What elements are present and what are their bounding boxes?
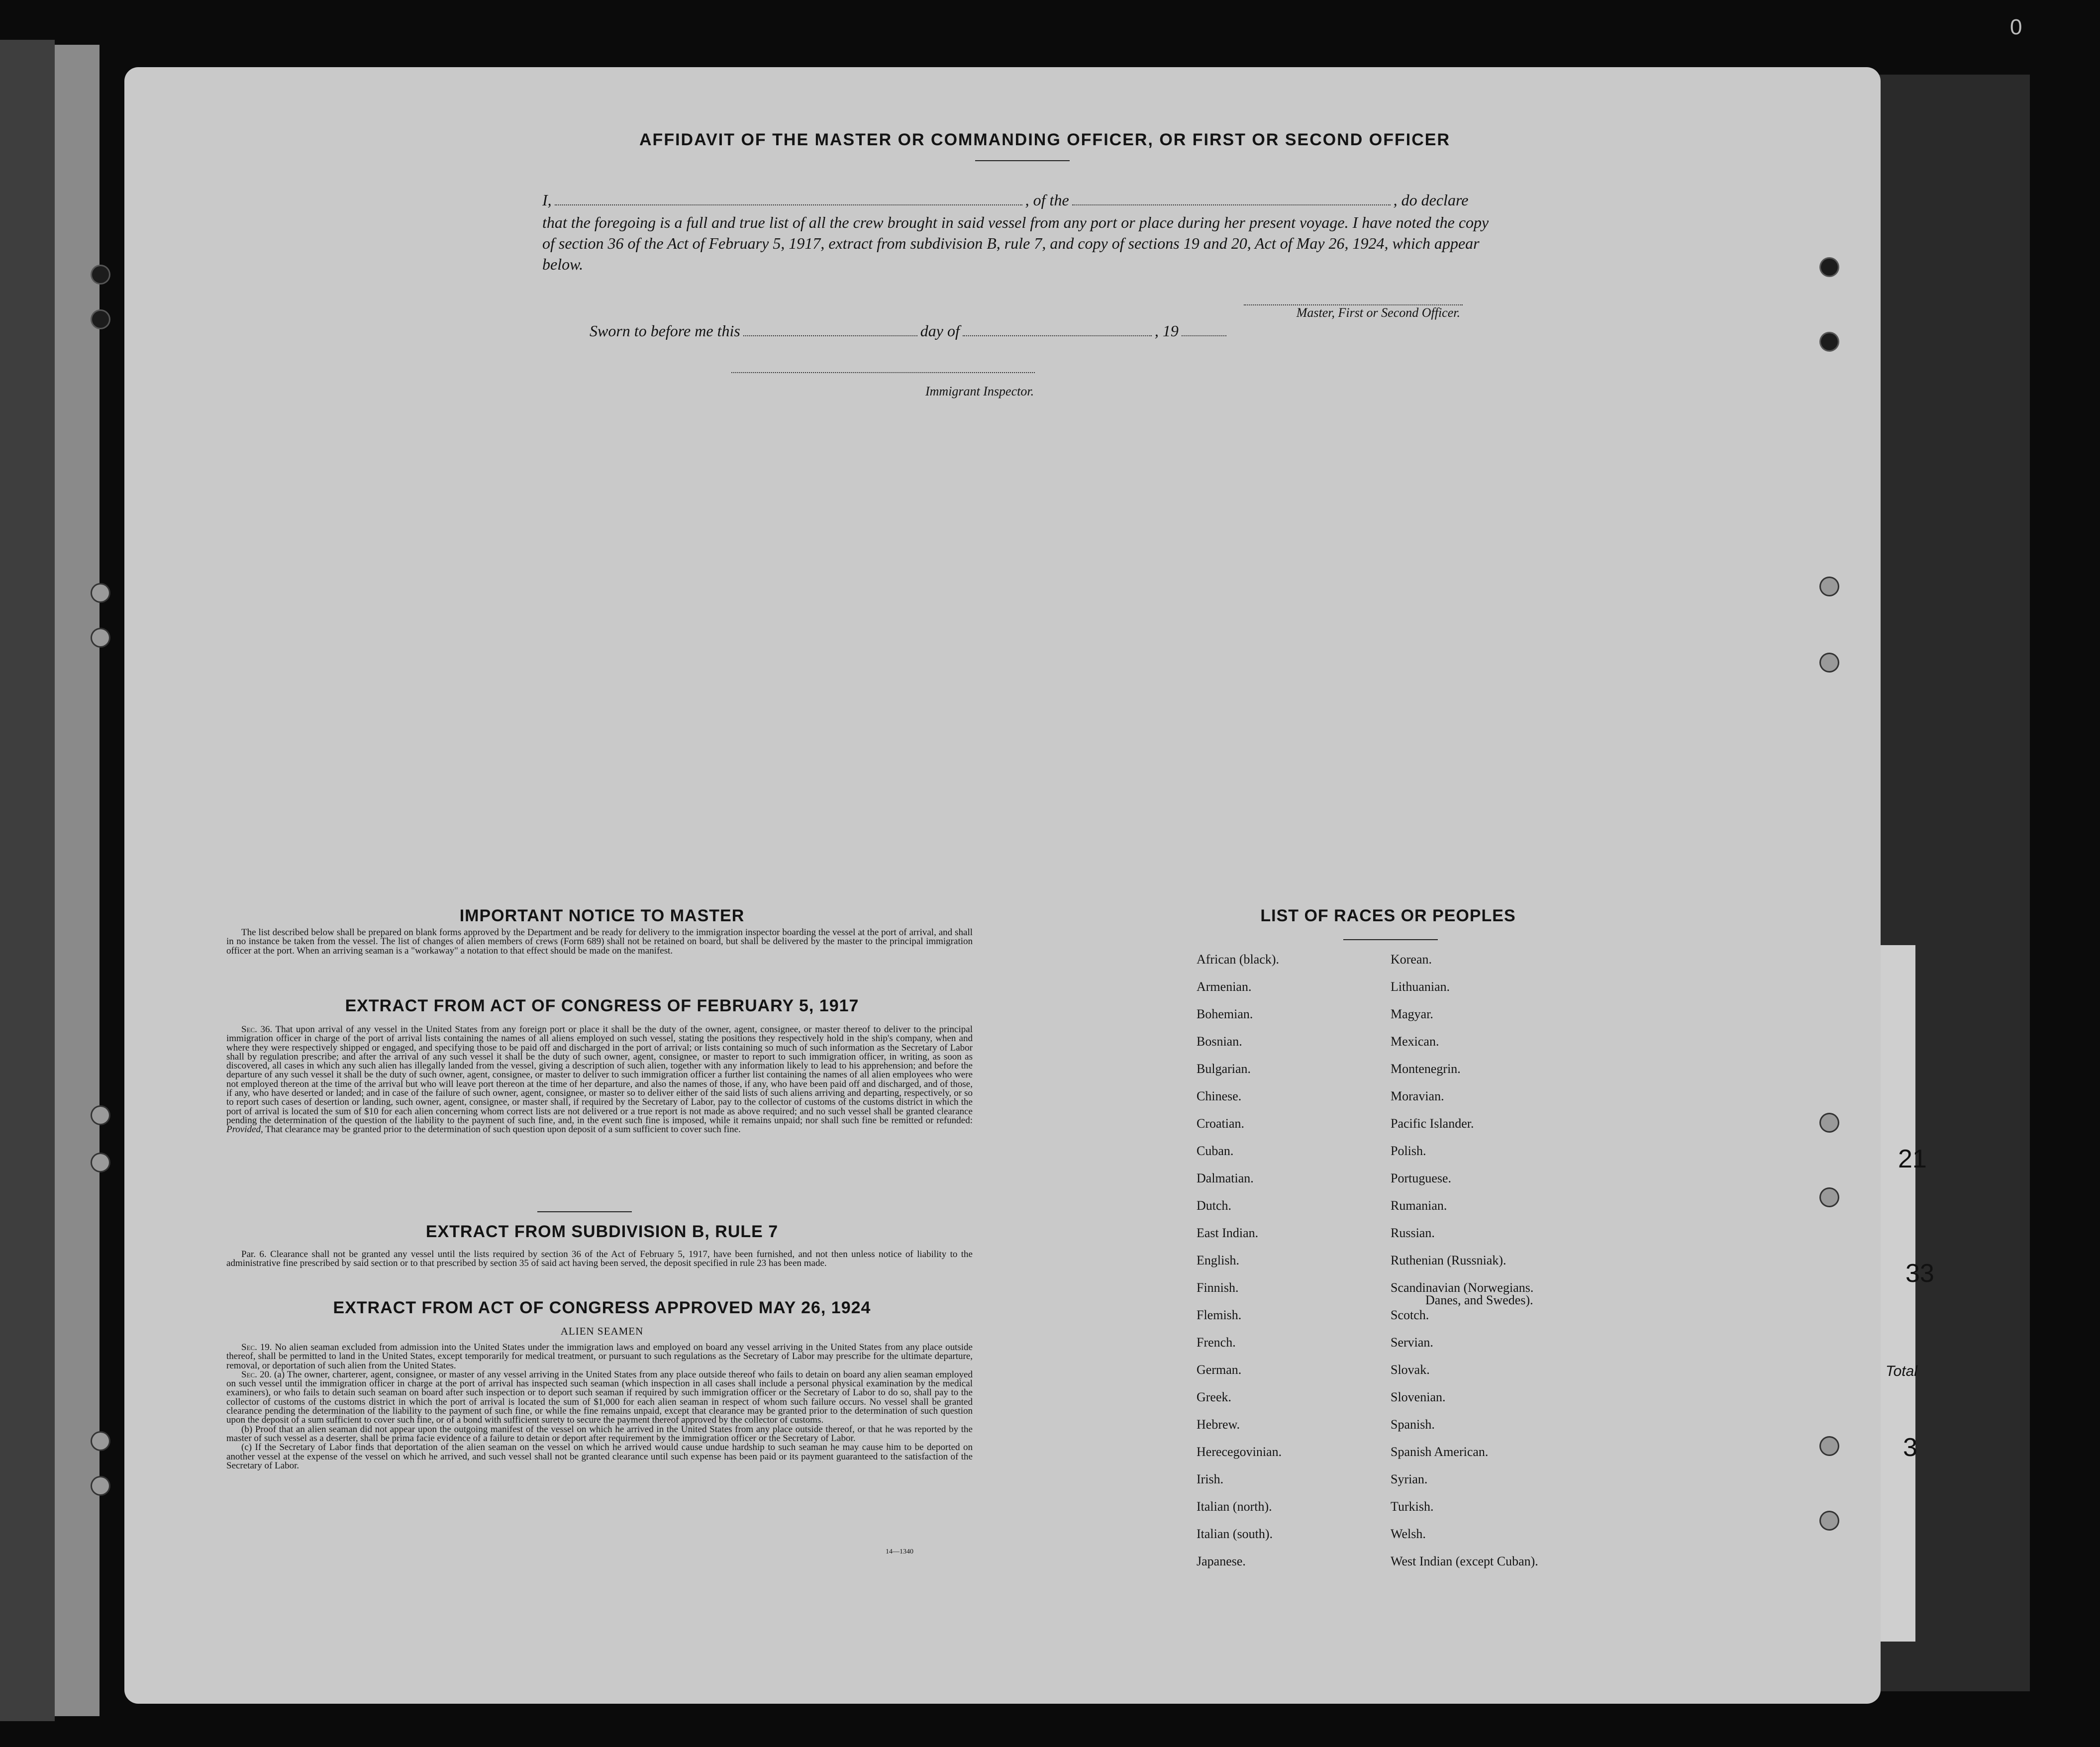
race-item: English. xyxy=(1197,1253,1239,1267)
sworn-label: Sworn to before me this xyxy=(590,322,740,340)
punch-hole xyxy=(1821,654,1838,671)
race-item: Welsh. xyxy=(1391,1527,1426,1541)
punch-hole xyxy=(92,1433,109,1450)
punch-hole xyxy=(92,1154,109,1171)
title-rule xyxy=(975,160,1070,161)
form-number: 14—1340 xyxy=(886,1548,913,1555)
sworn-line xyxy=(590,321,1585,341)
declarant-label: I, xyxy=(542,191,552,209)
notice-title: IMPORTANT NOTICE TO MASTER xyxy=(459,906,745,925)
race-item: Armenian. xyxy=(1197,979,1252,994)
race-item: Spanish American. xyxy=(1391,1445,1489,1459)
punch-hole xyxy=(1821,259,1838,276)
race-item: Servian. xyxy=(1391,1335,1433,1350)
race-item: Syrian. xyxy=(1391,1472,1428,1486)
punch-hole xyxy=(1821,1438,1838,1455)
race-item: Mexican. xyxy=(1391,1034,1439,1049)
race-item: Flemish. xyxy=(1197,1308,1242,1322)
punch-hole xyxy=(92,1107,109,1124)
margin-total: Total xyxy=(1886,1363,1917,1379)
race-item: French. xyxy=(1197,1335,1236,1350)
sec-20-label: Sec. 20. xyxy=(241,1369,272,1380)
sworn-year-field[interactable] xyxy=(1182,332,1226,336)
race-item: Ruthenian (Russniak). xyxy=(1391,1253,1506,1267)
punch-hole xyxy=(1821,333,1838,350)
section-rule xyxy=(537,1211,632,1212)
punch-hole xyxy=(1821,1512,1838,1529)
race-item: Lithuanian. xyxy=(1391,979,1450,994)
vessel-name-field[interactable] xyxy=(1072,201,1391,205)
vessel-label: , of the xyxy=(1025,191,1069,209)
year-label: , 19 xyxy=(1154,322,1179,340)
race-item: Danes, and Swedes). xyxy=(1425,1293,1533,1307)
race-item: Italian (north). xyxy=(1197,1499,1272,1514)
punch-hole xyxy=(92,266,109,283)
sec-20a-body: (a) The owner, charterer, agent, consignee, or master of any vessel arriving in the United States from any place outside thereof who fails to detain on board any alien seaman employed on such vessel until the immigration officer in charge at the port of arrival has inspected such seaman (which inspection in all cases shall include a personal physical examination by the medical examiners), or who fails to detain such seaman on board after such inspection or to deport such seaman if required by such immigration officer or the Secretary of Labor to do so, shall pay to the collector of customs of the customs district in which the port of arrival is located the sum of $1,000 for each alien seaman in respect of whom such failure occurs. No vessel shall be granted clearance pending the determination of the liability to the payment of such fine, or while the fine remains unpaid, except that clearance may be granted prior to the determination of such question upon the deposit of a sum sufficient to cover such fine, or of a bond with sufficient surety to secure the payment thereof approved by the collector of customs. xyxy=(226,1369,973,1426)
punch-hole xyxy=(1821,1114,1838,1131)
inspector-signature-field[interactable] xyxy=(731,372,1035,373)
day-of-label: day of xyxy=(920,322,960,340)
race-item: Chinese. xyxy=(1197,1089,1242,1103)
race-item: Dutch. xyxy=(1197,1198,1232,1213)
declarant-name-field[interactable] xyxy=(555,201,1022,205)
race-item: Bulgarian. xyxy=(1197,1062,1251,1076)
punch-hole xyxy=(92,311,109,328)
race-item: Montenegrin. xyxy=(1391,1062,1461,1076)
race-item: Scotch. xyxy=(1391,1308,1429,1322)
race-item: Greek. xyxy=(1197,1390,1232,1404)
sec-20b: (b) Proof that an alien seaman did not appear upon the outgoing manifest of the vessel on which he arrived in the United States from any place outside thereof, or that he was reported by the master of such vessel as a deserter, shall be prima facie evidence of a failure to detain or deport after requirement by the immigration officer or the Secretary of Labor. xyxy=(226,1424,973,1444)
race-item: Slovak. xyxy=(1391,1362,1430,1377)
races-rule xyxy=(1343,939,1438,940)
race-item: Russian. xyxy=(1391,1226,1435,1240)
race-item: Cuban. xyxy=(1197,1144,1234,1158)
race-item: Moravian. xyxy=(1391,1089,1444,1103)
alien-seamen-subtitle: ALIEN SEAMEN xyxy=(560,1325,644,1337)
sworn-day-field[interactable] xyxy=(743,332,917,336)
sec-19-body: No alien seaman excluded from admission into the United States under the immigration laws and employed on board any vessel arriving in the United States from any place outside thereof, shall be permitted to land in the United States, except temporarily for medical treatment, or pursuant to such regulations as the Secretary of Labor may prescribe for the ultimate departure, removal, or deportation of such alien from the United States. xyxy=(226,1342,973,1371)
rule-7-title: EXTRACT FROM SUBDIVISION B, RULE 7 xyxy=(425,1222,779,1241)
sec-36-body: That upon arrival of any vessel in the United States from any foreign port or place it shall be the duty of the owner, agent, consignee, or master thereof to deliver to the principal immigration officer in charge of the port of arrival lists containing the names of all aliens employed on such vessel, stating the positions they respectively hold in the ship's company, when and where they were respectively shipped or engaged, and specifying those to be paid off and discharged in the port of arrival; or lists containing so much of such information as the Secretary of Labor shall by regulation prescribe; and after the arrival of any such vessel it shall be the duty of such owner, agent, consignee, or master to report to such immigration officer, in writing, as soon as discovered, all cases in which any such alien has illegally landed from the vessel, giving a description of such alien, together with any information likely to lead to his apprehension; and before the departure of any such vessel it shall be the duty of such owner, agent, consignee, or master to deliver to such immigration officer a further list containing the names of all alien employees who were not employed thereon at the time of the arrival but who will leave port thereon at the time of her departure, and also the names of those, if any, who have been paid off and discharged, and of those, if any, who have deserted or landed; and in case of the failure of such owner, agent, consignee, or master so to deliver either of the said lists of such aliens arriving and departing, respectively, or so to report such cases of desertion or landing, such owner, agent, consignee, or master shall, if required by the Secretary of Labor, pay to the collector of customs of the customs district in which the port of arrival is located the sum of $10 for each alien concerning whom correct lists are not delivered or a true report is not made as above required; and no such vessel shall be granted clearance pending the determination of the question of the liability to the payment of such fine, and, in the event such fine is imposed, while it remains unpaid; nor shall such fine be remitted or refunded: xyxy=(226,1024,973,1126)
race-item: Italian (south). xyxy=(1197,1527,1273,1541)
race-item: Scandinavian (Norwegians. xyxy=(1391,1280,1534,1295)
extract-1917-text xyxy=(226,1025,973,1135)
affidavit-declaration-line xyxy=(542,190,1537,210)
race-item: Irish. xyxy=(1197,1472,1224,1486)
sec-20c: (c) If the Secretary of Labor finds that deportation of the alien seaman on the vessel on which he arrived would cause undue hardship to such seaman he may cause him to be deported on another vessel at the expense of the vessel on which he arrived, and such vessel shall not be granted clearance until such expense has been paid or its payment guaranteed to the satisfaction of the Secretary of Labor. xyxy=(226,1442,973,1471)
race-item: Finnish. xyxy=(1197,1280,1239,1295)
sec-36-label: Sec. 36. xyxy=(241,1024,273,1035)
race-item: Hebrew. xyxy=(1197,1417,1240,1432)
races-title: LIST OF RACES OR PEOPLES xyxy=(1260,906,1516,925)
affidavit-title: AFFIDAVIT OF THE MASTER OR COMMANDING OFFICER, OR FIRST OR SECOND OFFICER xyxy=(639,130,1450,149)
punch-hole xyxy=(92,1477,109,1494)
race-item: Slovenian. xyxy=(1391,1390,1446,1404)
race-item: Portuguese. xyxy=(1391,1171,1452,1185)
race-item: German. xyxy=(1197,1362,1242,1377)
race-item: Pacific Islander. xyxy=(1391,1116,1474,1131)
race-item: Magyar. xyxy=(1391,1007,1433,1021)
sworn-month-field[interactable] xyxy=(963,332,1152,336)
extract-1924-title: EXTRACT FROM ACT OF CONGRESS APPROVED MAY 26, 1924 xyxy=(333,1298,871,1317)
race-item: West Indian (except Cuban). xyxy=(1391,1554,1538,1568)
corner-mark: 0 xyxy=(2010,15,2022,39)
race-item: Turkish. xyxy=(1391,1499,1434,1514)
sec-19 xyxy=(226,1343,973,1370)
provided-label: Provided, xyxy=(226,1124,263,1135)
sec-19-label: Sec. 19. xyxy=(241,1342,272,1353)
race-item: African (black). xyxy=(1197,952,1280,967)
punch-hole xyxy=(1821,578,1838,595)
punch-hole xyxy=(92,584,109,601)
race-item: Bohemian. xyxy=(1197,1007,1253,1021)
binder-strip xyxy=(0,40,55,1721)
race-item: Spanish. xyxy=(1391,1417,1435,1432)
race-item: Croatian. xyxy=(1197,1116,1245,1131)
master-signature-label: Master, First or Second Officer. xyxy=(1296,305,1460,320)
race-item: Rumanian. xyxy=(1391,1198,1447,1213)
race-item: East Indian. xyxy=(1197,1226,1259,1240)
rule-7-text: Par. 6. Clearance shall not be granted any vessel until the lists required by section 36 of the Act of February 5, 1917, have been furnished, and not then unless notice of liability to the administrative fine prescribed by said section or to that prescribed by section 35 of said act having been served, the deposit specified in rule 23 has been made. xyxy=(226,1249,973,1269)
sec-20a xyxy=(226,1370,973,1425)
notice-text: The list described below shall be prepared on blank forms approved by the Department and be ready for delivery to the immigration inspector boarding the vessel at the port of arrival, and shall in no instance be taken from the vessel. The list of changes of alien members of crews (Form 689) shall not be retained on board, but shall be delivered by the master to the principal immigration officer at the port. When an arriving seaman is a "workaway" a notation to that effect should be made on the manifest. xyxy=(226,927,973,956)
margin-number-3: 3 xyxy=(1903,1433,1917,1462)
margin-number-21: 21 xyxy=(1898,1145,1927,1173)
race-item: Herecegovinian. xyxy=(1197,1445,1282,1459)
race-item: Polish. xyxy=(1391,1144,1426,1158)
punch-hole xyxy=(92,629,109,646)
margin-number-33: 33 xyxy=(1905,1259,1934,1288)
sec-36-end: That clearance may be granted prior to the determination of such question upon deposit of a sum sufficient to cover such fine. xyxy=(265,1124,741,1135)
race-item: Dalmatian. xyxy=(1197,1171,1254,1185)
race-item: Korean. xyxy=(1391,952,1432,967)
binder-edge xyxy=(55,45,100,1716)
race-item: Bosnian. xyxy=(1197,1034,1242,1049)
affidavit-paragraph: that the foregoing is a full and true list of all the crew brought in said vessel from any port or place during her present voyage. I have noted the copy of section 36 of the Act of February 5, 1917, extract from subdivision B, rule 7, and copy of sections 19 and 20, Act of May 26, 1924, which appear below. xyxy=(542,213,1489,273)
extract-1924-text xyxy=(226,1343,973,1470)
extract-1917-title: EXTRACT FROM ACT OF CONGRESS OF FEBRUARY 5, 1917 xyxy=(345,996,859,1015)
inspector-signature-label: Immigrant Inspector. xyxy=(925,384,1034,398)
race-item: Japanese. xyxy=(1197,1554,1246,1568)
declare-label: , do declare xyxy=(1393,191,1469,209)
punch-hole xyxy=(1821,1189,1838,1206)
